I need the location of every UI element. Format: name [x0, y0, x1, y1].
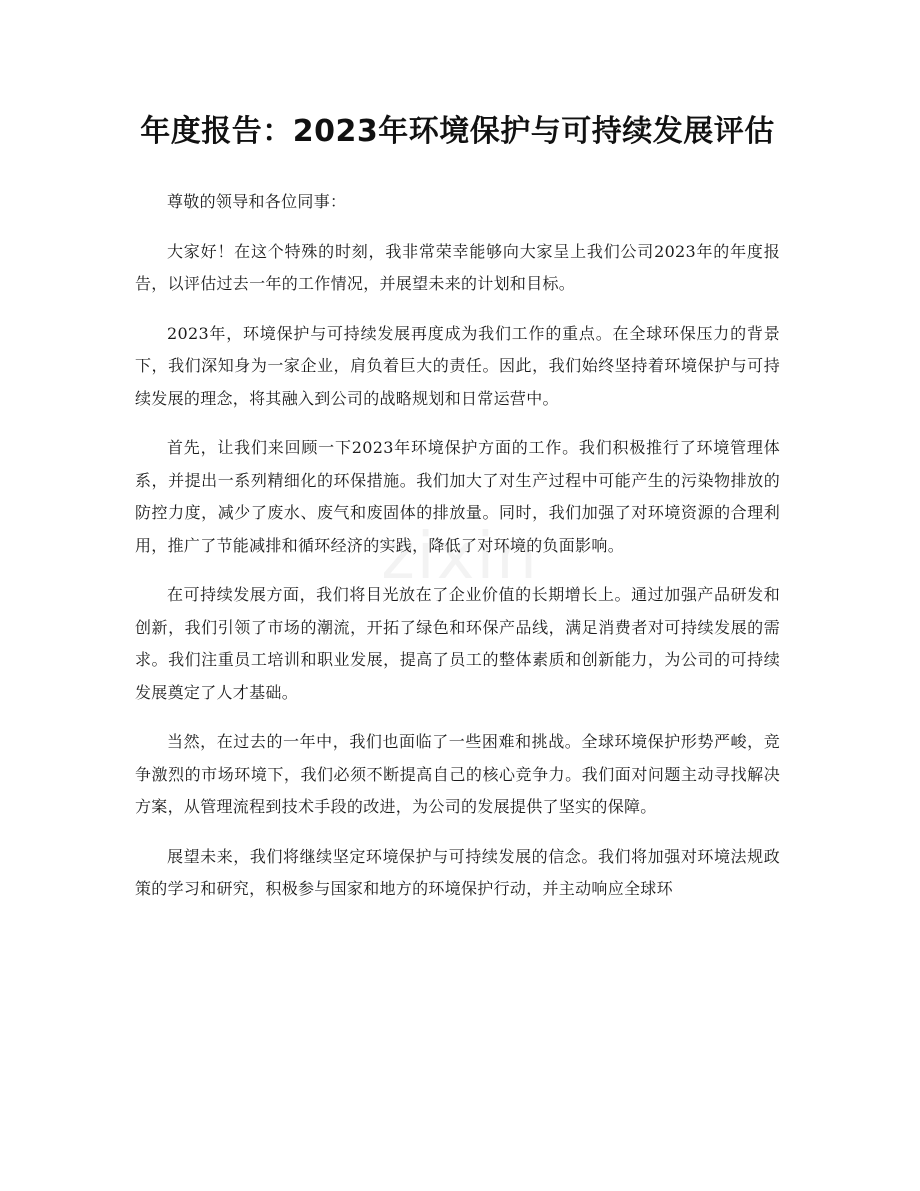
paragraph-greeting: 大家好！在这个特殊的时刻，我非常荣幸能够向大家呈上我们公司2023年的年度报告，以评估过去一年的工作情况，并展望未来的计划和目标。	[135, 241, 780, 293]
document-body	[135, 186, 780, 906]
document-title: 年度报告：2023年环境保护与可持续发展评估	[140, 114, 775, 149]
paragraph-challenges: 当然，在过去的一年中，我们也面临了一些困难和挑战。全球环境保护形势严峻，竞争激烈的市场环境下，我们必须不断提高自己的核心竞争力。我们面对问题主动寻找解决方案，从管理流程到技术手段的改进，为公司的发展提供了坚实的保障。	[135, 732, 780, 816]
paragraph-environmental-review: 首先，让我们来回顾一下2023年环境保护方面的工作。我们积极推行了环境管理体系，并提出一系列精细化的环保措施。我们加大了对生产过程中可能产生的污染物排放的防控力度，减少了废水、废气和废固体的排放量。同时，我们加强了对环境资源的合理利用，推广了节能减排和循环经济的实践，降低了对环境的负面影响。	[135, 438, 780, 555]
paragraph-sustainability: 在可持续发展方面，我们将目光放在了企业价值的长期增长上。通过加强产品研发和创新，我们引领了市场的潮流，开拓了绿色和环保产品线，满足消费者对可持续发展的需求。我们注重员工培训和职业发展，提高了员工的整体素质和创新能力，为公司的可持续发展奠定了人才基础。	[135, 585, 780, 702]
paragraph-outlook: 展望未来，我们将继续坚定环境保护与可持续发展的信念。我们将加强对环境法规政策的学习和研究，积极参与国家和地方的环境保护行动，并主动响应全球环	[135, 846, 780, 898]
paragraph-focus: 2023年，环境保护与可持续发展再度成为我们工作的重点。在全球环保压力的背景下，我们深知身为一家企业，肩负着巨大的责任。因此，我们始终坚持着环境保护与可持续发展的理念，将其融入到公司的战略规划和日常运营中。	[135, 323, 780, 408]
paragraph-salutation: 尊敬的领导和各位同事：	[167, 192, 347, 211]
